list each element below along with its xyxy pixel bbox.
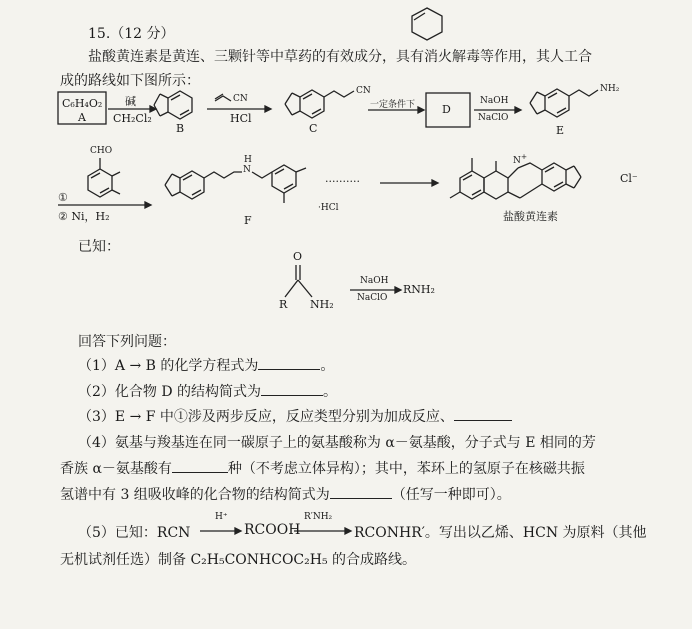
questions-header: 回答下列问题：	[78, 334, 176, 350]
known-arrow-bottom: NaClO	[357, 293, 388, 303]
compound-b-label: B	[176, 122, 185, 135]
chloride-ion: Cl⁻	[620, 172, 638, 185]
question-5-h-plus: H⁺	[215, 512, 228, 522]
arrow4-reagent-top: NaOH	[480, 96, 509, 106]
aldehyde-cho: CHO	[90, 146, 113, 156]
amide-nh2: NH₂	[310, 298, 334, 311]
question-1: （1）A → B 的化学方程式为 。	[78, 358, 335, 374]
known-arrow-top: NaOH	[360, 276, 389, 286]
compound-e-nh2: NH₂	[600, 84, 620, 94]
compound-e-structure	[530, 89, 598, 117]
aldehyde-reagent-structure	[88, 158, 120, 197]
cyclohexene-doodle	[412, 8, 442, 40]
question-4-line-3: 氢谱中有 3 组吸收峰的化合物的结构简式为 （任写一种即可）。	[60, 487, 511, 503]
question-number: 15.（12 分）	[88, 26, 175, 42]
question-2: （2）化合物 D 的结构简式为 。	[78, 384, 338, 400]
product-name: 盐酸黄连素	[503, 210, 558, 223]
compound-e-label: E	[556, 124, 565, 137]
compound-f-structure	[165, 165, 306, 203]
amide-r: R	[279, 298, 288, 311]
question-5-rest: RCONHR′。写出以乙烯、HCN 为原料（其他	[354, 525, 647, 541]
compound-b-structure	[154, 91, 192, 119]
amide-oxygen: O	[293, 250, 303, 263]
arrow2-reagent-bottom: HCl	[230, 112, 252, 125]
compound-c-cn: CN	[356, 86, 371, 96]
ellipsis-dots: ··········	[325, 175, 360, 188]
arrow4-reagent-bottom: NaClO	[478, 113, 509, 123]
arrow1-reagent-bottom: CH₂Cl₂	[113, 112, 152, 125]
compound-c-label: C	[309, 122, 318, 135]
compound-d-label: D	[442, 103, 451, 116]
question-5-rnh2: R′NH₂	[304, 512, 333, 522]
step-2-reagent: ② Ni，H₂	[58, 210, 110, 223]
acrylonitrile-cn: CN	[233, 94, 248, 104]
amide-structure	[285, 265, 312, 297]
question-5-rcooh: RCOOH	[244, 522, 301, 538]
question-3: （3）E → F 中①涉及两步反应，反应类型分别为加成反应、	[78, 406, 512, 426]
step-1-marker: ①	[58, 191, 68, 204]
compound-f-label: F	[244, 214, 252, 227]
compound-f-h: H	[244, 155, 252, 165]
question-5-start: （5）已知：RCN	[78, 525, 191, 541]
compound-c-structure	[285, 90, 354, 118]
known-title: 已知：	[78, 239, 120, 255]
intro-line-2: 成的路线如下图所示：	[60, 73, 200, 89]
compound-f-hcl: ·HCl	[318, 203, 339, 213]
compound-a-formula: C₆H₄O₂	[62, 97, 103, 110]
berberine-nplus: N+	[513, 152, 528, 166]
compound-f-n: N	[243, 165, 251, 175]
question-4-line-1: （4）氨基与羧基连在同一碳原子上的氨基酸称为 α－氨基酸，分子式与 E 相同的芳	[78, 435, 596, 451]
arrow1-reagent-top: 碱	[125, 95, 136, 108]
intro-line-1: 盐酸黄连素是黄连、三颗针等中草药的有效成分，具有消火解毒等作用，其人工合	[88, 49, 592, 65]
compound-a-label: A	[78, 111, 86, 124]
question-4-line-2: 香族 α－氨基酸有 种（不考虑立体异构）；其中，苯环上的氢原子在核磁共振	[60, 461, 585, 477]
known-product: RNH₂	[403, 283, 435, 296]
arrow3-condition: 一定条件下	[370, 100, 416, 110]
question-5-line-2: 无机试剂任选）制备 C₂H₅CONHCOC₂H₅ 的合成路线。	[60, 552, 417, 568]
